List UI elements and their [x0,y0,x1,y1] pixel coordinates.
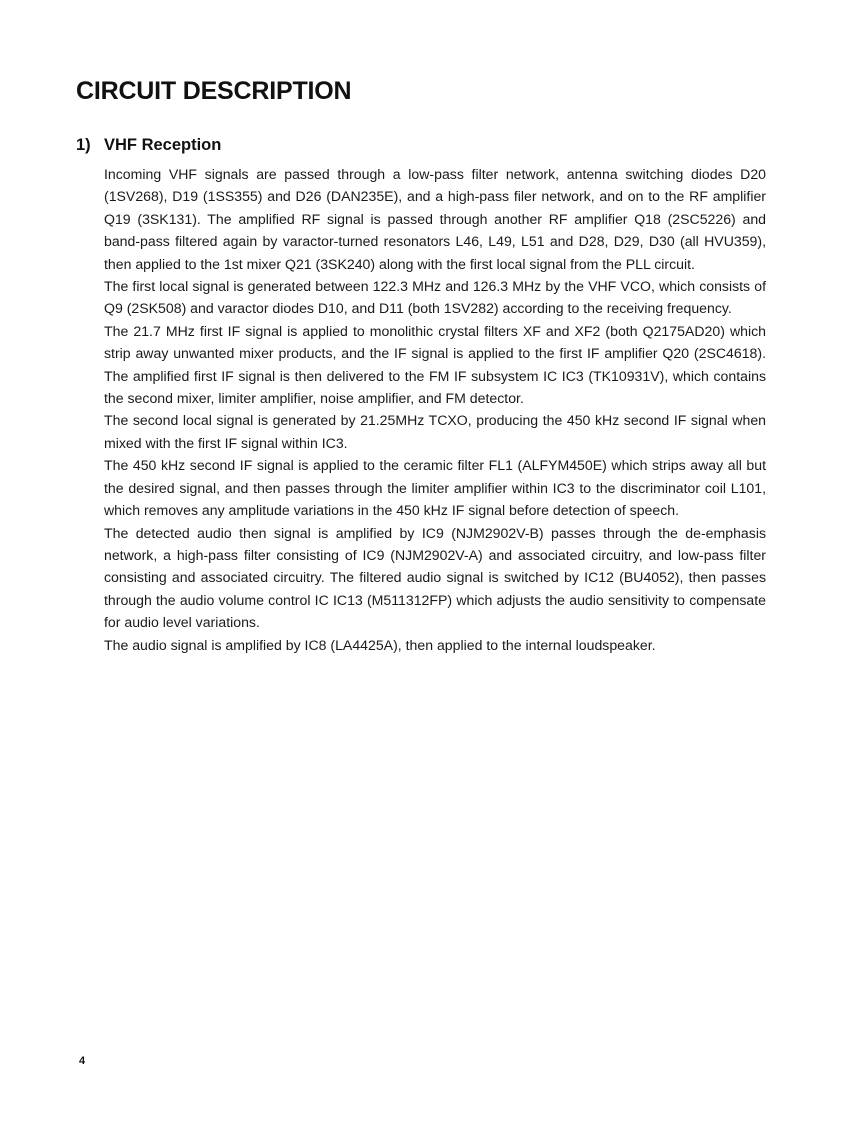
paragraph-first-if: The 21.7 MHz first IF signal is applied to monolithic crystal filters XF and XF2 (both Q2175AD20) which strip away unwanted mixer products, and the IF signal is applied to the first IF amplifier Q20 (2SC4618). The amplified first IF signal is then delivered to the FM IF subsystem IC IC3 (TK10931V), which contains the second mixer, limiter amplifier, noise amplifier, and FM detector. [104,322,766,407]
section-body [104,163,766,656]
section-number: 1) [76,136,91,154]
section-heading [76,136,221,155]
section-title: VHF Reception [104,136,222,154]
page-title: CIRCUIT DESCRIPTION [76,77,352,105]
paragraph-detected-audio: The detected audio then signal is amplified by IC9 (NJM2902V-B) passes through the de-emphasis network, a high-pass filter consisting of IC9 (NJM2902V-A) and associated circuitry, and low-pass filter consisting and associated circuitry. The filtered audio signal is switched by IC12 (BU4052), then passes through the audio volume control IC IC13 (M511312FP) which adjusts the audio sensitivity to compensate for audio level variations. [104,524,766,631]
paragraph-second-if: The 450 kHz second IF signal is applied to the ceramic filter FL1 (ALFYM450E) which strips away all but the desired signal, and then passes through the limiter amplifier within IC3 to the discriminator coil L101, which removes any amplitude variations in the 450 kHz IF signal before detection of speech. [104,457,766,519]
page-number: 4 [79,1055,86,1067]
paragraph-second-local-signal: The second local signal is generated by 21.25MHz TCXO, producing the 450 kHz second IF signal when mixed with the first IF signal within IC3. [104,412,766,451]
paragraph-rf-path: Incoming VHF signals are passed through a low-pass filter network, antenna switching diodes D20 (1SV268), D19 (1SS355) and D26 (DAN235E), and a high-pass filer network, and on to the RF amplifier Q19 (3SK131). The amplified RF signal is passed through another RF amplifier Q18 (2SC5226) and band-pass filtered again by varactor-turned resonators L46, L49, L51 and D28, D29, D30 (all HVU359), then applied to the 1st mixer Q21 (3SK240) along with the first local signal from the PLL circuit. [104,166,766,272]
paragraph-first-local-signal: The first local signal is generated between 122.3 MHz and 126.3 MHz by the VHF VCO, which consists of Q9 (2SK508) and varactor diodes D10, and D11 (both 1SV282) according to the receiving frequency. [104,278,766,317]
paragraph-audio-output: The audio signal is amplified by IC8 (LA4425A), then applied to the internal loudspeaker. [104,636,656,653]
